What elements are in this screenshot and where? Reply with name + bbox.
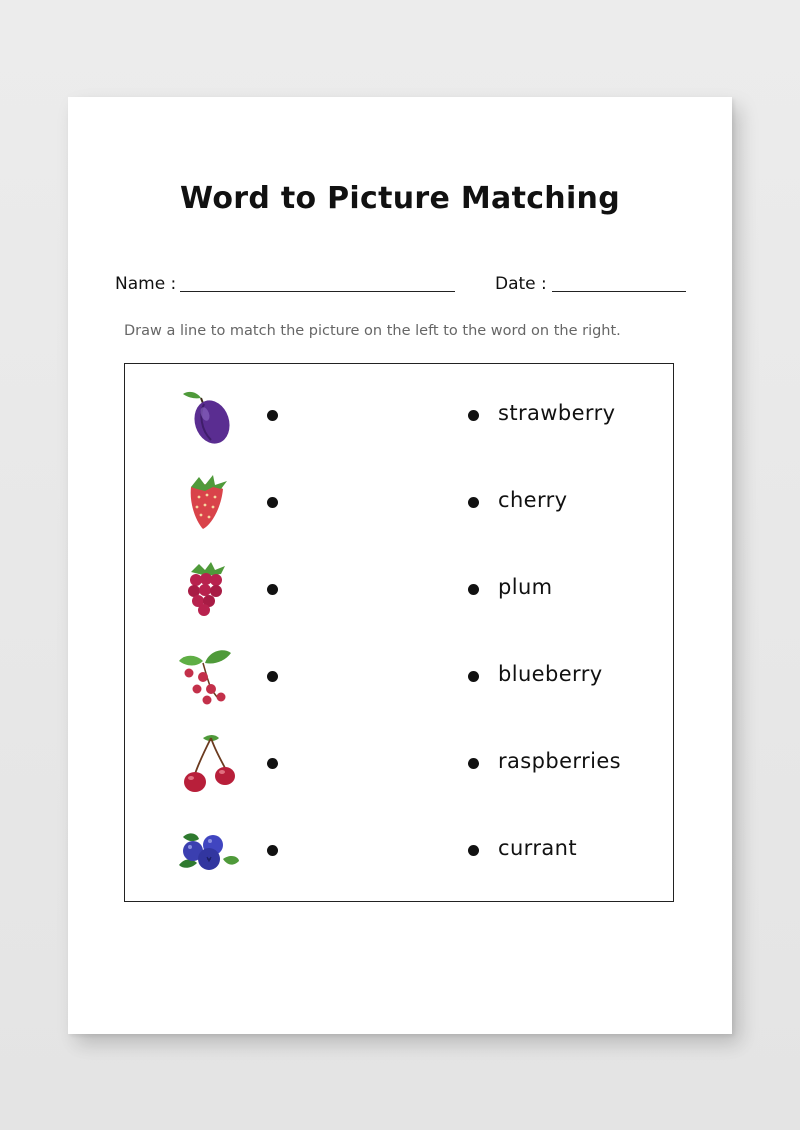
- worksheet-page: [68, 97, 732, 1034]
- picture-dot[interactable]: [267, 758, 278, 769]
- match-row: [125, 384, 673, 454]
- raspberry-icon: [177, 558, 241, 622]
- word-dot[interactable]: [468, 497, 479, 508]
- match-row: [125, 645, 673, 715]
- picture-dot[interactable]: [267, 845, 278, 856]
- word-label: raspberries: [498, 749, 622, 773]
- match-row: [125, 471, 673, 541]
- name-field[interactable]: [180, 291, 455, 292]
- date-label: Date :: [495, 274, 547, 294]
- word-dot[interactable]: [468, 845, 479, 856]
- word-label: cherry: [498, 488, 568, 512]
- word-label: blueberry: [498, 662, 603, 686]
- currant-icon: [177, 645, 241, 709]
- word-dot[interactable]: [468, 410, 479, 421]
- picture-dot[interactable]: [267, 410, 278, 421]
- word-dot[interactable]: [468, 758, 479, 769]
- cherry-icon: [177, 732, 241, 796]
- picture-dot[interactable]: [267, 584, 278, 595]
- word-label: strawberry: [498, 401, 616, 425]
- word-label: currant: [498, 836, 577, 860]
- name-label: Name :: [115, 274, 177, 294]
- instructions-text: Draw a line to match the picture on the left to the word on the right.: [124, 323, 621, 339]
- date-field[interactable]: [552, 291, 686, 292]
- picture-dot[interactable]: [267, 671, 278, 682]
- word-dot[interactable]: [468, 671, 479, 682]
- plum-icon: [177, 384, 241, 448]
- word-label: plum: [498, 575, 553, 599]
- worksheet-title: Word to Picture Matching: [180, 181, 620, 216]
- match-row: [125, 819, 673, 889]
- matching-area: [124, 363, 674, 902]
- word-dot[interactable]: [468, 584, 479, 595]
- picture-dot[interactable]: [267, 497, 278, 508]
- blueberry-icon: [177, 819, 241, 883]
- strawberry-icon: [177, 471, 241, 535]
- match-row: [125, 558, 673, 628]
- match-row: [125, 732, 673, 802]
